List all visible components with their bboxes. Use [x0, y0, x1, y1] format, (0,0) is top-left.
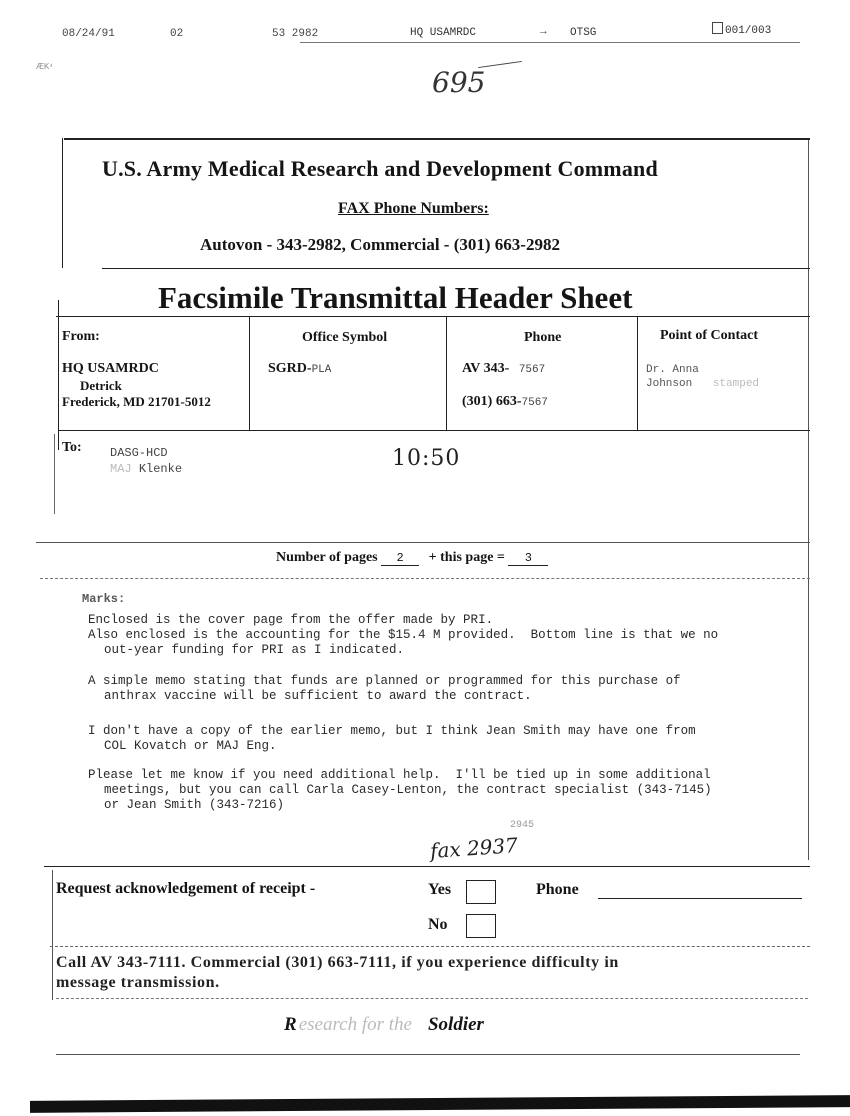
to-line-2-name: Klenke [138, 462, 183, 476]
org-name: U.S. Army Medical Research and Development Command [102, 156, 658, 181]
motto-right: Soldier [427, 1014, 484, 1035]
scan-edge-bar [30, 1095, 850, 1113]
fax-from-org: HQ USAMRDC [410, 27, 477, 39]
pages-row [276, 550, 548, 566]
fax-date: 08/24/91 [62, 28, 115, 40]
pages-value: 2 [381, 551, 419, 566]
col-header-from: From: [62, 329, 100, 344]
motto-left: R [284, 1014, 297, 1035]
motto-faint: esearch for the [298, 1014, 412, 1035]
to-label: To: [62, 440, 82, 455]
from-line-2: Detrick [80, 378, 122, 393]
fax-page-counter-text: 001/003 [725, 25, 772, 37]
phone-av [462, 361, 545, 377]
ack-no-label: No [428, 916, 448, 933]
to-block-left-border [54, 434, 55, 514]
handwritten-fax-small: 2945 [510, 820, 535, 831]
poc-line-1: Dr. Anna [646, 364, 699, 376]
footer-call-line-2: message transmission. [56, 974, 220, 991]
office-symbol-value [268, 361, 331, 377]
table-left-border [58, 300, 59, 450]
fax-page-prefix: 02 [170, 28, 184, 40]
fax-page-icon [712, 22, 723, 34]
office-symbol-prefix: SGRD- [268, 361, 312, 376]
pages-total: 3 [508, 551, 548, 566]
remarks-p2-line2: anthrax vaccine will be sufficient to award the contract. [104, 689, 532, 703]
motto-rule [56, 1054, 800, 1055]
remarks-p4-line2: meetings, but you can call Carla Casey-Lenton, the contract specialist (343-7145) [104, 783, 712, 797]
table-bottom-rule [58, 430, 810, 431]
col-header-poc: Point of Contact [660, 328, 758, 343]
office-symbol-suffix: PLA [311, 364, 332, 376]
handwritten-number: 695 [432, 66, 486, 99]
col-divider-1 [249, 316, 250, 430]
phone-commercial-prefix: (301) 663- [462, 394, 522, 409]
title-rule [102, 268, 810, 269]
footer-rule [56, 998, 808, 999]
remarks-p4-line3: or Jean Smith (343-7216) [104, 798, 285, 812]
to-block-rule [36, 542, 810, 543]
handwritten-fax: fax 2937 [429, 832, 519, 864]
poc-line-2-name: Johnson [646, 378, 693, 390]
phone-commercial [462, 394, 548, 410]
ack-yes-label: Yes [428, 881, 452, 898]
remarks-p3-line1: I don't have a copy of the earlier memo, but I think Jean Smith may have one from [88, 724, 696, 738]
to-line-2-faint: MAJ [110, 462, 132, 476]
col-divider-3 [637, 316, 638, 430]
remarks-p3-line2: COL Kovatch or MAJ Eng. [104, 739, 277, 753]
remarks-p2-line1: A simple memo stating that funds are planned or programmed for this purchase of [88, 674, 681, 688]
remarks-p1-line1: Enclosed is the cover page from the offer made by PRI. [88, 613, 494, 627]
col-header-phone: Phone [524, 330, 562, 345]
fax-numbers-label: FAX Phone Numbers: [338, 200, 489, 217]
fax-phone-fragment: 53 2982 [272, 28, 319, 40]
from-line-3: Frederick, MD 21701-5012 [62, 394, 211, 409]
handwritten-underline [478, 61, 522, 68]
remarks-p4-line1: Please let me know if you need additional help. I'll be tied up in some additional [88, 768, 711, 782]
phone-av-ext: 7567 [518, 364, 546, 376]
remarks-p1-line3: out-year funding for PRI as I indicated. [104, 643, 405, 657]
pages-rule [40, 578, 810, 579]
to-line-2 [110, 462, 182, 476]
ack-left-border [52, 870, 53, 1000]
remarks-bottom-rule [44, 866, 810, 867]
phone-commercial-ext: 7567 [521, 397, 548, 409]
from-line-1: HQ USAMRDC [62, 361, 159, 376]
remarks-label: Marks: [82, 592, 126, 606]
poc-line-2-faint: stamped [712, 378, 760, 390]
fax-to-org: OTSG [570, 27, 597, 39]
fax-page-counter [712, 22, 771, 37]
motto [284, 1014, 484, 1036]
handwritten-time: 10:50 [392, 446, 461, 471]
phone-av-prefix: AV 343- [462, 361, 510, 376]
fax-arrow: → [540, 26, 547, 38]
ack-bottom-rule [50, 946, 810, 947]
fax-header-rule [300, 42, 800, 43]
phone-line: Autovon - 343-2982, Commercial - (301) 663-2982 [200, 235, 560, 254]
form-top-border [64, 138, 810, 140]
ack-phone-label: Phone [536, 881, 579, 898]
ack-phone-line[interactable] [598, 898, 802, 899]
table-top-rule [56, 316, 810, 317]
ack-label: Request acknowledgement of receipt - [56, 880, 316, 897]
remarks-p1-line2: Also enclosed is the accounting for the $15.4 M provided. Bottom line is that we no [88, 628, 719, 642]
footer-call-line: Call AV 343-7111. Commercial (301) 663-7111, if you experience difficulty in [56, 954, 619, 971]
poc-line-2 [646, 378, 759, 390]
col-divider-2 [446, 316, 447, 430]
scan-mark: ÆK⁴ [36, 62, 53, 71]
sheet-title: Facsimile Transmittal Header Sheet [158, 280, 633, 315]
form-left-border [62, 138, 63, 268]
pages-label: Number of pages [276, 550, 378, 565]
col-header-office-symbol: Office Symbol [302, 330, 388, 345]
ack-yes-checkbox[interactable] [466, 880, 496, 904]
form-right-border [808, 140, 809, 860]
to-line-1: DASG-HCD [110, 446, 168, 460]
ack-no-checkbox[interactable] [466, 914, 496, 938]
pages-plus-label: + this page = [428, 550, 505, 565]
